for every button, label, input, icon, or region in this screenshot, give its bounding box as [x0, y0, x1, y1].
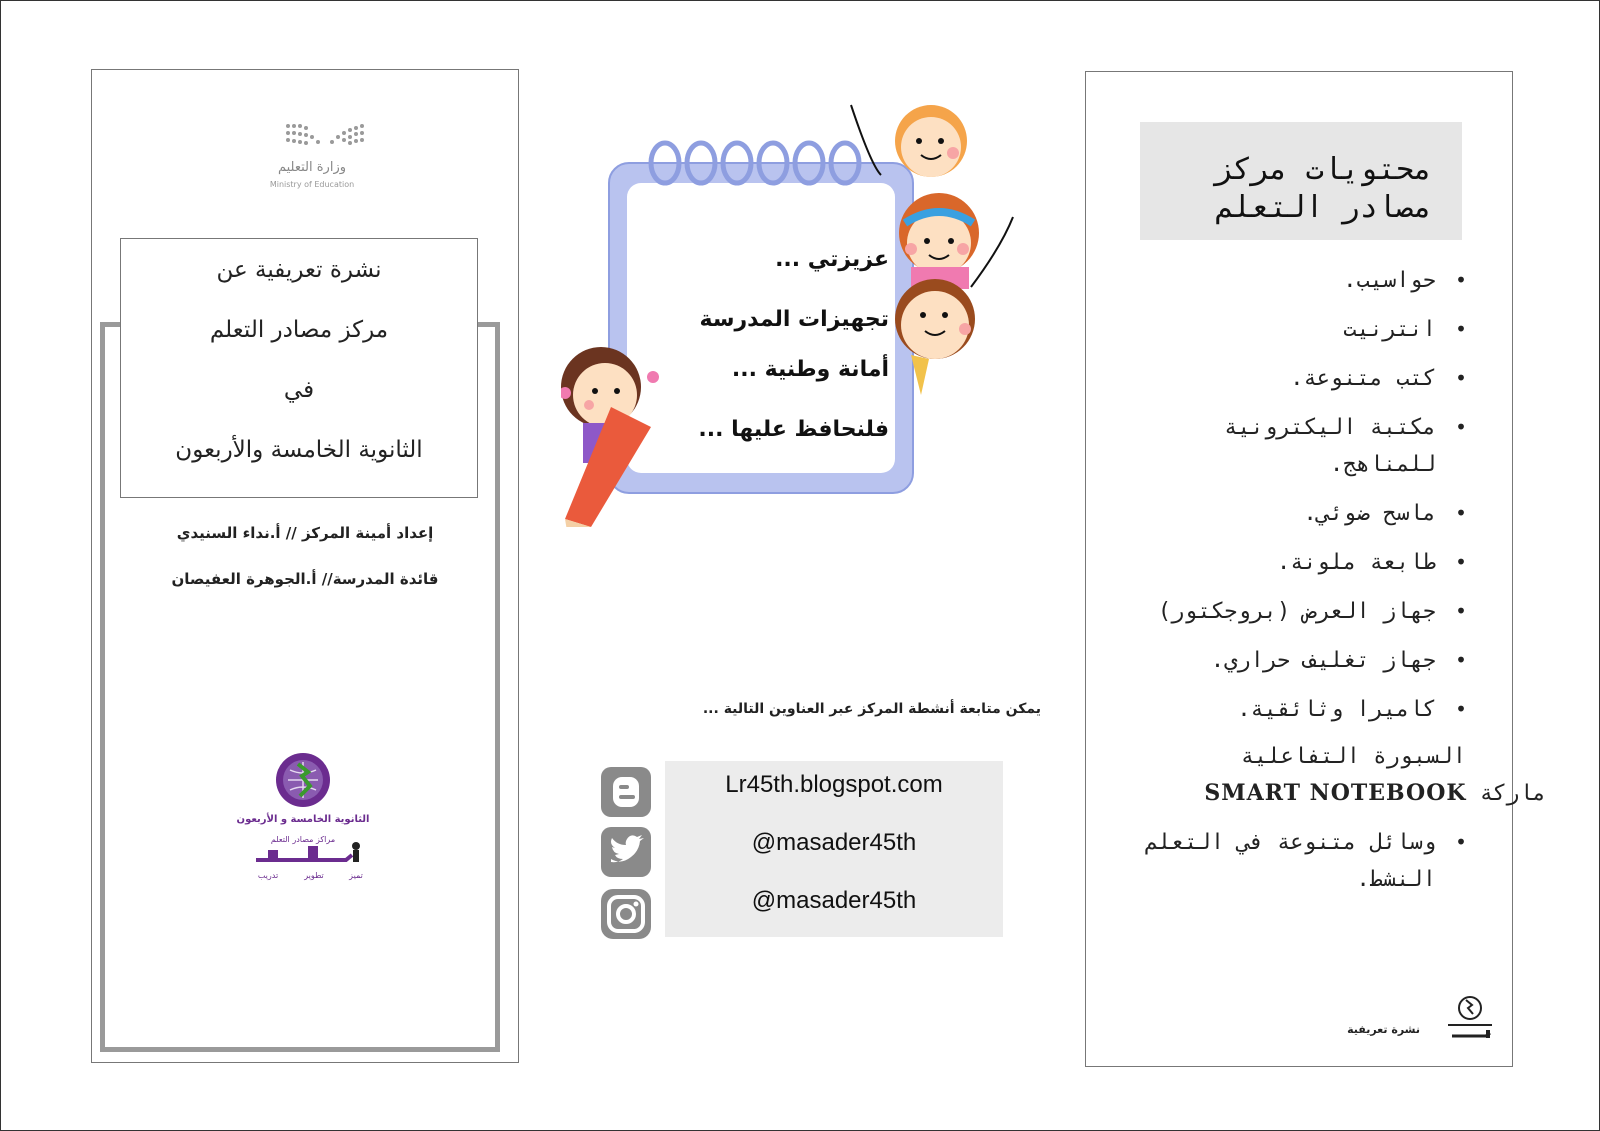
- bullet-icon: •: [1454, 648, 1470, 672]
- contents-panel: [1085, 71, 1546, 1067]
- bullet-icon: •: [1454, 599, 1470, 623]
- school-logo-center: مراكز مصادر التعلم: [270, 835, 336, 844]
- list-item: • انترنيت: [1126, 311, 1506, 348]
- instagram-link[interactable]: @masader45th: [751, 887, 917, 914]
- cover-panel: [91, 69, 519, 1063]
- instagram-icon: [599, 887, 653, 941]
- bullet-icon: •: [1454, 366, 1470, 390]
- list-item: • حواسيب.: [1126, 262, 1506, 299]
- list-item: • جهاز تغليف حراري.: [1126, 642, 1506, 679]
- header-line-2: مصادر التعلم: [1215, 190, 1432, 225]
- bullet-icon: •: [1454, 697, 1470, 721]
- notebook-line-1: عزيزتي ...: [775, 247, 889, 272]
- contents-header: [1140, 122, 1462, 240]
- logo-step-2: تطوير: [304, 871, 324, 880]
- ministry-arabic: وزارة التعليم: [277, 160, 347, 175]
- school-logo-name: الثانوية الخامسة و الأربعون: [236, 814, 370, 825]
- list-item: • ماسح ضوئي.: [1126, 495, 1506, 532]
- school-globe-icon: [228, 750, 378, 890]
- list-item-smart-board: السبورة التفاعلية: [1240, 744, 1466, 769]
- title-line-3: في: [283, 377, 315, 403]
- twitter-icon: [599, 825, 653, 879]
- notebook-line-2: تجهيزات المدرسة: [699, 307, 889, 332]
- bullet-icon: •: [1454, 268, 1470, 292]
- list-item: • كتب متنوعة.: [1126, 360, 1506, 397]
- ministry-dots-icon: [284, 122, 368, 152]
- blog-link[interactable]: Lr45th.blogspot.com: [725, 771, 943, 798]
- bullet-icon: •: [1454, 550, 1470, 574]
- logo-step-3: تدريب: [257, 871, 279, 880]
- ministry-english: Ministry of Education: [269, 180, 355, 189]
- list-item: • كاميرا وثائقية.: [1126, 691, 1506, 728]
- cover-title-box: [120, 238, 478, 498]
- notebook-illustration: [561, 97, 1031, 527]
- smart-brand: SMART NOTEBOOK: [1204, 780, 1467, 806]
- list-item: • مكتبة اليكترونية للمناهج.: [1126, 409, 1506, 483]
- social-links-box: [665, 761, 1003, 937]
- title-line-1: نشرة تعريفية عن: [216, 257, 382, 283]
- bullet-icon: •: [1454, 501, 1470, 525]
- notebook-line-4: فلنحافظ عليها ...: [698, 417, 889, 442]
- notebook-line-3: أمانة وطنية ...: [731, 357, 889, 382]
- bullet-icon: •: [1454, 415, 1470, 439]
- list-item: • وسائل متنوعة في التعلم النشط.: [1126, 824, 1506, 898]
- contents-list: [1126, 262, 1546, 898]
- bullet-icon: •: [1454, 830, 1470, 854]
- logo-step-1: تميز: [349, 871, 363, 880]
- title-line-4: الثانوية الخامسة والأربعون: [175, 437, 423, 463]
- list-item: • طابعة ملونة.: [1126, 544, 1506, 581]
- twitter-link[interactable]: @masader45th: [751, 829, 917, 856]
- footer-note: نشرة تعريفية: [1347, 1023, 1420, 1036]
- follow-text: يمكن متابعة أنشطة المركز عبر العناوين التالية ...: [702, 701, 1041, 717]
- footer-school-logo-icon: [1442, 992, 1498, 1048]
- ministry-logo: [242, 122, 382, 202]
- list-item-smart-brand: ماركة SMART NOTEBOOK: [1204, 780, 1546, 806]
- credit-line-2: قائدة المدرسة// أ.الجوهرة العفيصان: [171, 570, 439, 588]
- credit-line-1: إعداد أمينة المركز // أ.نداء السنيدي: [176, 524, 434, 542]
- list-item: • جهاز العرض (بروجكتور): [1126, 593, 1506, 630]
- title-line-2: مركز مصادر التعلم: [209, 317, 389, 343]
- bullet-icon: •: [1454, 317, 1470, 341]
- school-logo: [228, 750, 378, 890]
- blogger-icon: [599, 765, 653, 819]
- header-line-1: محتويات مركز: [1215, 152, 1432, 187]
